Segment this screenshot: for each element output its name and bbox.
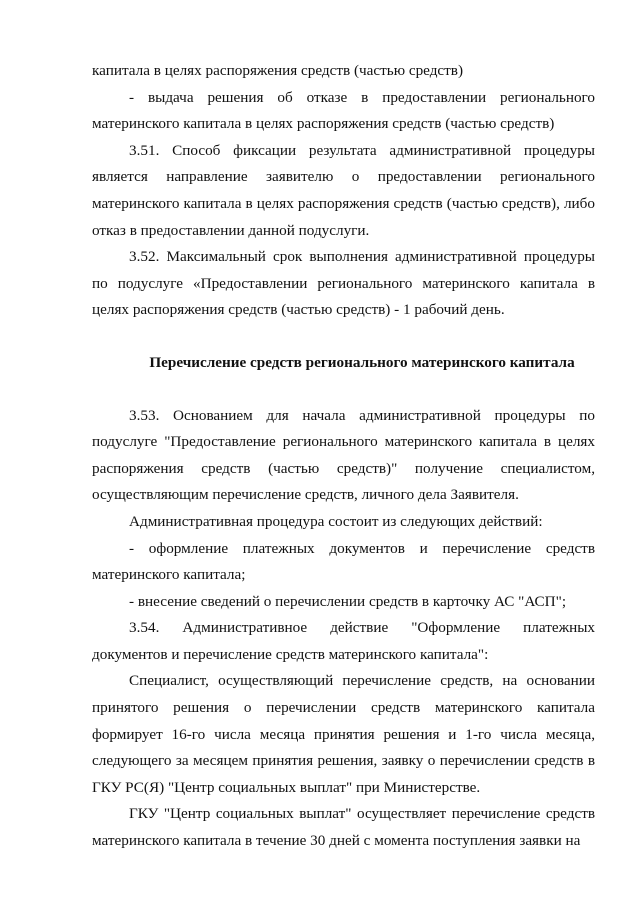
paragraph-continuation: капитала в целях распоряжения средств (частью средств) — [92, 62, 464, 79]
paragraph-refusal-item: - выдача решения об отказе в предоставлении регионального материнского капитала в целях распоряжения средств (частью средств) — [92, 88, 595, 133]
paragraph-3-54: 3.54. Административное действие "Оформление платежных документов и перечисление средств материнского капитала": — [92, 619, 595, 663]
paragraph-3-53: 3.53. Основанием для начала административной процедуры по подуслуге "Предоставление регионального материнского капитала в целях распоряжения средств (частью средств)" получение специалистом, осуществляющим перечисление средств, личного дела Заявителя. — [92, 406, 595, 504]
paragraph-action-payment-docs: - оформление платежных документов и перечисление средств материнского капитала; — [92, 539, 595, 584]
paragraph-action-asp-card: - внесение сведений о перечислении средств в карточку АС "АСП"; — [129, 592, 567, 610]
paragraph-specialist: Специалист, осуществляющий перечисление средств, на основании принятого решения о перечислении средств материнского капитала формирует 16-го числа месяца принятия решения и 1-го числа месяца, следующего за месяцем принятия решения, заявку о перечислении средств в ГКУ РС(Я) "Центр социальных выплат" при Министерстве. — [92, 672, 595, 796]
paragraph-payment-center: ГКУ "Центр социальных выплат" осуществляет перечисление средств материнского капитала в течение 30 дней с момента поступления заявки на — [92, 805, 595, 850]
document-page — [92, 58, 595, 855]
paragraph-3-51: 3.51. Способ фиксации результата административной процедуры является направление заявителю о предоставлении регионального материнского капитала в целях распоряжения средств (частью средств), либо отказ в предоставлении данной подуслуги. — [92, 141, 595, 239]
paragraph-procedure-intro: Административная процедура состоит из следующих действий: — [129, 512, 543, 530]
paragraph-3-52: 3.52. Максимальный срок выполнения административной процедуры по подуслуге «Предоставлении регионального материнского капитала в целях распоряжения средств (частью средств) - 1 рабочий день. — [92, 248, 595, 319]
section-heading: Перечисление средств регионального материнского капитала — [149, 353, 575, 371]
